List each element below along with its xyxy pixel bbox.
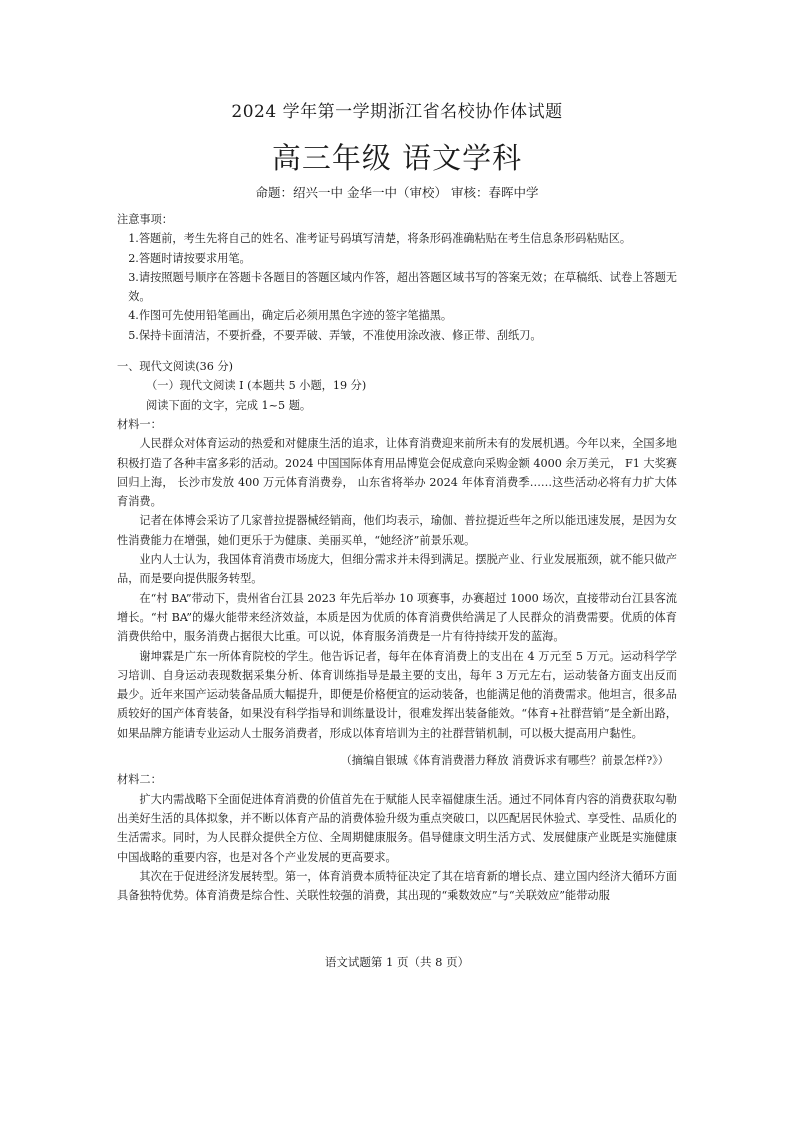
notice-item: 2.答题时请按要求用笔。: [128, 251, 251, 265]
notice-item: 1.答题前，考生先将自己的姓名、准考证号码填写清楚，将条形码准确粘贴在考生信息条形码粘贴区。: [128, 232, 632, 246]
page-footer: 语文试题第 1 页（共 8 页）: [324, 955, 470, 969]
section-heading: 一、现代文阅读(36 分): [117, 360, 234, 374]
material-two-paragraph: 其次在于促进经济发展转型。第一，体育消费本质特征决定了其在培育新的增长点、建立国内经济大循环方面具备独特优势。体育消费是综合性、关联性较强的消费，其出现的“乘数效应”与“关联效应”能带动服: [117, 869, 677, 903]
material-one-label: 材料一：: [117, 417, 162, 431]
material-two-label: 材料二：: [117, 773, 162, 787]
section-subheading: （一）现代文阅读 I (本题共 5 小题，19 分): [146, 379, 367, 393]
notice-item: 5.保持卡面清洁，不要折叠，不要弄破、弄皱，不准使用涂改液、修正带、刮纸刀。: [128, 328, 542, 342]
material-one-paragraph: 记者在体博会采访了几家普拉提器械经销商，他们均表示，瑜伽、普拉提近些年之所以能迅速发展，是因为女性消费能力在增强，她们更乐于为健康、美丽买单，“她经济”前景乐观。: [117, 514, 677, 547]
material-one-source: （摘编自银珹《体育消费潜力释放 消费诉求有哪些？前景怎样?》）: [340, 754, 669, 768]
main-title: 高三年级 语文学科: [271, 141, 523, 175]
section-instruction: 阅读下面的文字，完成 1~5 题。: [146, 398, 312, 412]
exam-body: [117, 210, 677, 905]
material-one-paragraph: 谢坤霖是广东一所体育院校的学生。他告诉记者，每年在体育消费上的支出在 4 万元至 5 万元。运动科学学习培训、自身运动表现数据采集分析、体育训练指导是最主要的支出，每年 3 万元左右，运动装备方面支出反而最少。近年来国产运动装备品质大幅提升，即便是价格便宜的运动装备，也能满足他的消费需求。他坦言，很多品质较好的国产体育装备，如果没有科学指导和训练量设计，很难发挥出装备能效。“体育+社群营销”是全新出路，如果品牌方能请专业运动人士服务消费者，形成以体育培训为主的社群营销机制，可以极大提高用户黏性。: [117, 649, 677, 740]
exam-title: 2024 学年第一学期浙江省名校协作体试题: [231, 102, 563, 122]
notice-item: 3.请按照题号顺序在答题卡各题目的答题区域内作答，超出答题区域书写的答案无效；在草稿纸、试卷上答题无效。: [128, 270, 677, 304]
material-one-paragraph: 在“村 BA”带动下，贵州省台江县 2023 年先后举办 10 项赛事，办赛超过 1000 场次，直接带动台江县客流增长。“村 BA”的爆火能带来经济效益，本质是因为优质的体育消费供给满足了人民群众的消费需要。优质的体育消费供给中，服务消费占据很大比重。可以说，体育服务消费是一片有待持续开发的蓝海。: [117, 591, 677, 644]
setters-line: 命题：绍兴一中 金华一中（审校） 审核：春晖中学: [255, 185, 539, 200]
material-two-paragraph: 扩大内需战略下全面促进体育消费的价值首先在于赋能人民幸福健康生活。通过不同体育内容的消费获取勾勒出美好生活的具体拟象，并不断以体育产品的消费体验升级为重点突破口，以匹配居民休验式、享受性、品质化的生活需求。同时，为人民群众提供全方位、全周期健康服务。倡导健康文明生活方式、发展健康产业既是实施健康中国战略的重要内容，也是对各个产业发展的更高要求。: [117, 792, 677, 864]
material-one-paragraph: 业内人士认为，我国体育消费市场庞大，但细分需求并未得到满足。摆脱产业、行业发展瓶颈，就不能只做产品，而是要向提供服务转型。: [117, 553, 677, 586]
notice-heading: 注意事项：: [117, 213, 173, 226]
notice-item: 4.作图可先使用铅笔画出，确定后必须用黑色字迹的签字笔描黑。: [128, 309, 453, 323]
material-one-paragraph: 人民群众对体育运动的热爱和对健康生活的追求，让体育消费迎来前所未有的发展机遇。今年以来，全国多地积极打造了各种丰富多彩的活动。2024 中国国际体育用品博览会促成意向采购金额 4000 余万美元， F1 大奖赛回归上海， 长沙市发放 400 万元体育消费券， 山东省将举办 2024 年体育消费季……这些活动必将有力扩大体育消费。: [117, 437, 677, 509]
